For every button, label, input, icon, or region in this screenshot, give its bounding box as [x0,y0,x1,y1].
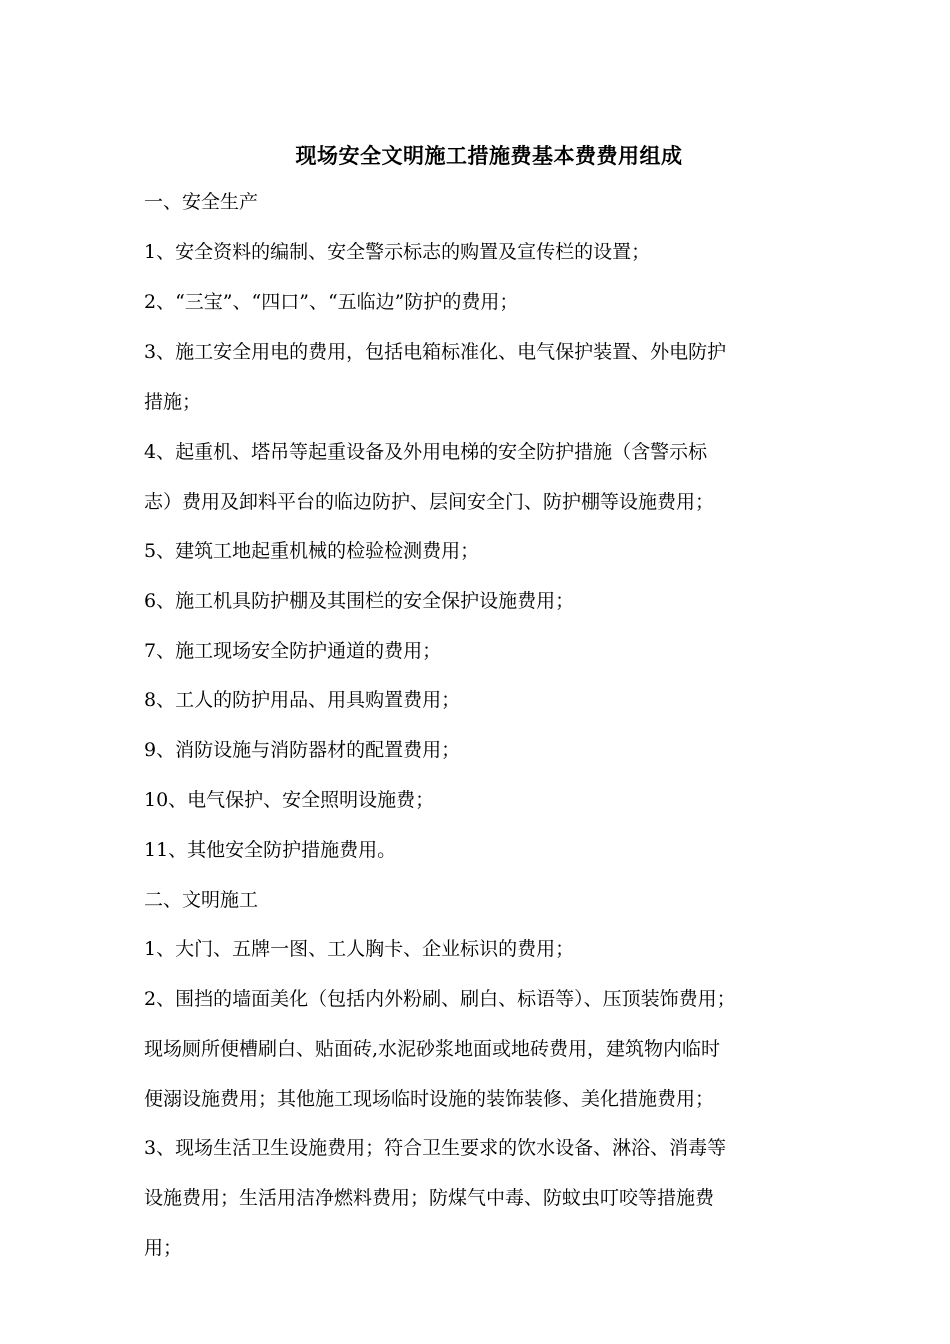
text-line: 1、大门、五牌一图、工人胸卡、企业标识的费用； [144,938,575,960]
text-line: 8、工人的防护用品、用具购置费用； [144,689,461,711]
text-line: 1、安全资料的编制、安全警示标志的购置及宣传栏的设置； [144,241,651,263]
document-title: 现场安全文明施工措施费基本费费用组成 [295,143,683,168]
text-line: 便溺设施费用；其他施工现场临时设施的装饰装修、美化措施费用； [144,1088,715,1110]
text-line: 设施费用；生活用洁净燃料费用；防煤气中毒、防蚊虫叮咬等措施费 [144,1187,715,1209]
section-heading-safety: 一、安全生产 [144,191,259,213]
text-line: 10、电气保护、安全照明设施费； [144,789,435,811]
text-line: 4、起重机、塔吊等起重设备及外用电梯的安全防护措施（含警示标 [144,441,708,463]
text-line: 志）费用及卸料平台的临边防护、层间安全门、防护棚等设施费用； [144,491,715,513]
text-line: 2、围挡的墙面美化（包括内外粉刷、刷白、标语等）、压顶装饰费用； [144,988,736,1010]
text-line: 措施； [144,391,202,413]
text-line: 11、其他安全防护措施费用。 [144,839,397,861]
text-line: 现场厕所便槽刷白、贴面砖,水泥砂浆地面或地砖费用，建筑物内临时 [144,1038,721,1060]
text-line: 6、施工机具防护棚及其围栏的安全保护设施费用； [144,590,575,612]
text-line: 用； [144,1237,183,1259]
section-heading-civilized: 二、文明施工 [144,889,259,911]
text-line: 5、建筑工地起重机械的检验检测费用； [144,540,480,562]
text-line: 7、施工现场安全防护通道的费用； [144,640,442,662]
text-line: 3、现场生活卫生设施费用；符合卫生要求的饮水设备、淋浴、消毒等 [144,1137,727,1159]
text-line: 2、“三宝”、“四口”、“五临边”防护的费用； [144,291,519,313]
text-line: 3、施工安全用电的费用，包括电箱标准化、电气保护装置、外电防护 [144,341,727,363]
text-line: 9、消防设施与消防器材的配置费用； [144,739,461,761]
